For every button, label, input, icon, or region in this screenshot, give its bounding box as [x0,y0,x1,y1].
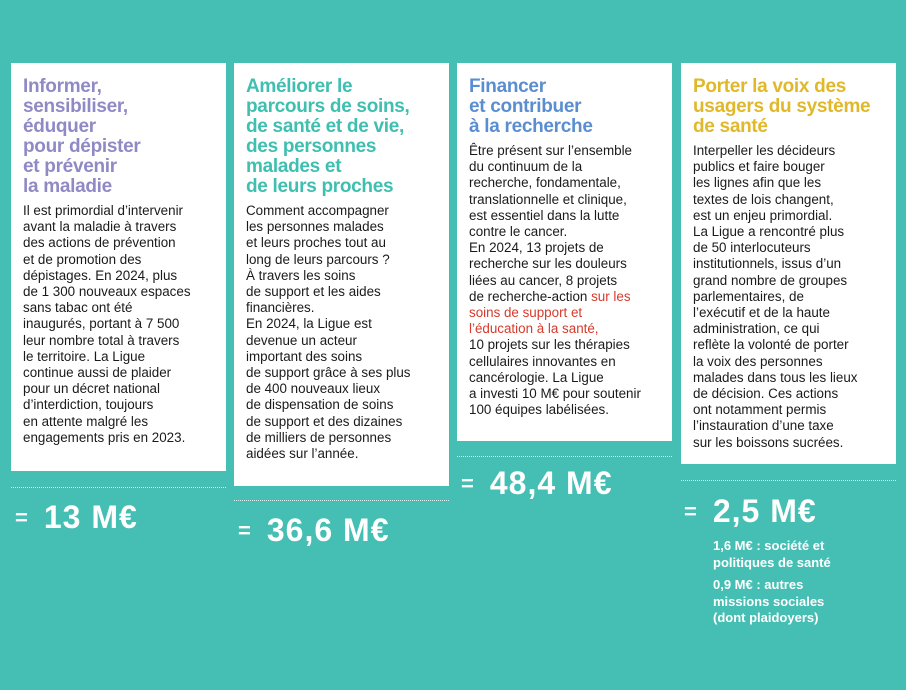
card-title: Améliorer le parcours de soins, de santé et de vie, des personnes malades et de leurs proches [246,76,410,197]
equals-sign: = [15,504,28,530]
divider [457,456,672,457]
breakdown-item: 0,9 M€ : autres missions sociales (dont plaidoyers) [713,577,825,625]
divider [681,480,896,481]
amount-value: 2,5 M€ [712,493,817,529]
card-body [469,143,660,418]
body-text: Être présent sur l’ensemble du continuum de la recherche, fondamentale, translationnelle et clinique, est essentiel dans la lutte contre le cancer. En 2024, 13 projets de recherche sur les douleurs liées au cancer, 8 projets de recherche-action [469,143,632,304]
card-title: Financer et contribuer à la recherche [469,76,593,137]
card-research [457,63,672,441]
card-title: Informer, sensibiliser, éduquer pour dépister et prévenir la maladie [23,76,141,197]
breakdown-item: 1,6 M€ : société et politiques de santé [713,538,831,570]
amount-value: 48,4 M€ [489,465,613,501]
card-prevention [11,63,226,471]
amount-value: 36,6 M€ [266,512,390,548]
amount-prevention [15,499,138,536]
amount-research [461,465,612,502]
card-body: Il est primordial d’intervenir avant la maladie à travers des actions de prévention et de promotion des dépistages. En 2024, plus de 1 300 nouveaux espaces sans tabac ont été inaugurés, portant à 7 500 leur nombre total à travers le territoire. La Ligue continue aussi de plaider pour un décret national d’interdiction, toujours en attente malgré les engagements pris en 2023. [23,203,191,445]
card-care-path [234,63,449,486]
card-body: Interpeller les décideurs publics et faire bouger les lignes afin que les textes de lois changent, est un enjeu primordial. La Ligue a rencontré plus de 50 interlocuteurs institutionnels, issus d’un grand nombre de groupes parlementaires, de l’exécutif et de la haute administration, ce qui reflète la volonté de porter la voix des personnes malades dans tous les lieux de décision. Ces actions ont notamment permis l’instauration d’une taxe sur les boissons sucrées. [693,143,858,450]
card-advocacy [681,63,896,464]
amount-care-path [238,512,389,549]
body-highlight: sur les soins de support et l’éducation à la santé, [469,288,631,337]
divider [11,487,226,488]
equals-sign: = [684,498,697,524]
divider [234,500,449,501]
amount-advocacy [684,493,817,530]
amount-value: 13 M€ [43,499,138,535]
equals-sign: = [461,470,474,496]
body-text: 10 projets sur les thérapies cellulaires innovantes en cancérologie. La Ligue a investi 10 M€ pour soutenir 100 équipes labélisées. [469,337,641,418]
equals-sign: = [238,517,251,543]
card-body: Comment accompagner les personnes malades et leurs proches tout au long de leurs parcours ? À travers les soins de support et les aides financières. En 2024, la Ligue est devenue un acteur important des soins de support grâce à ses plus de 400 nouveaux lieux de dispensation de soins de support et des dizaines de milliers de personnes aidées sur l’année. [246,203,411,462]
card-title: Porter la voix des usagers du système de santé [693,76,871,137]
